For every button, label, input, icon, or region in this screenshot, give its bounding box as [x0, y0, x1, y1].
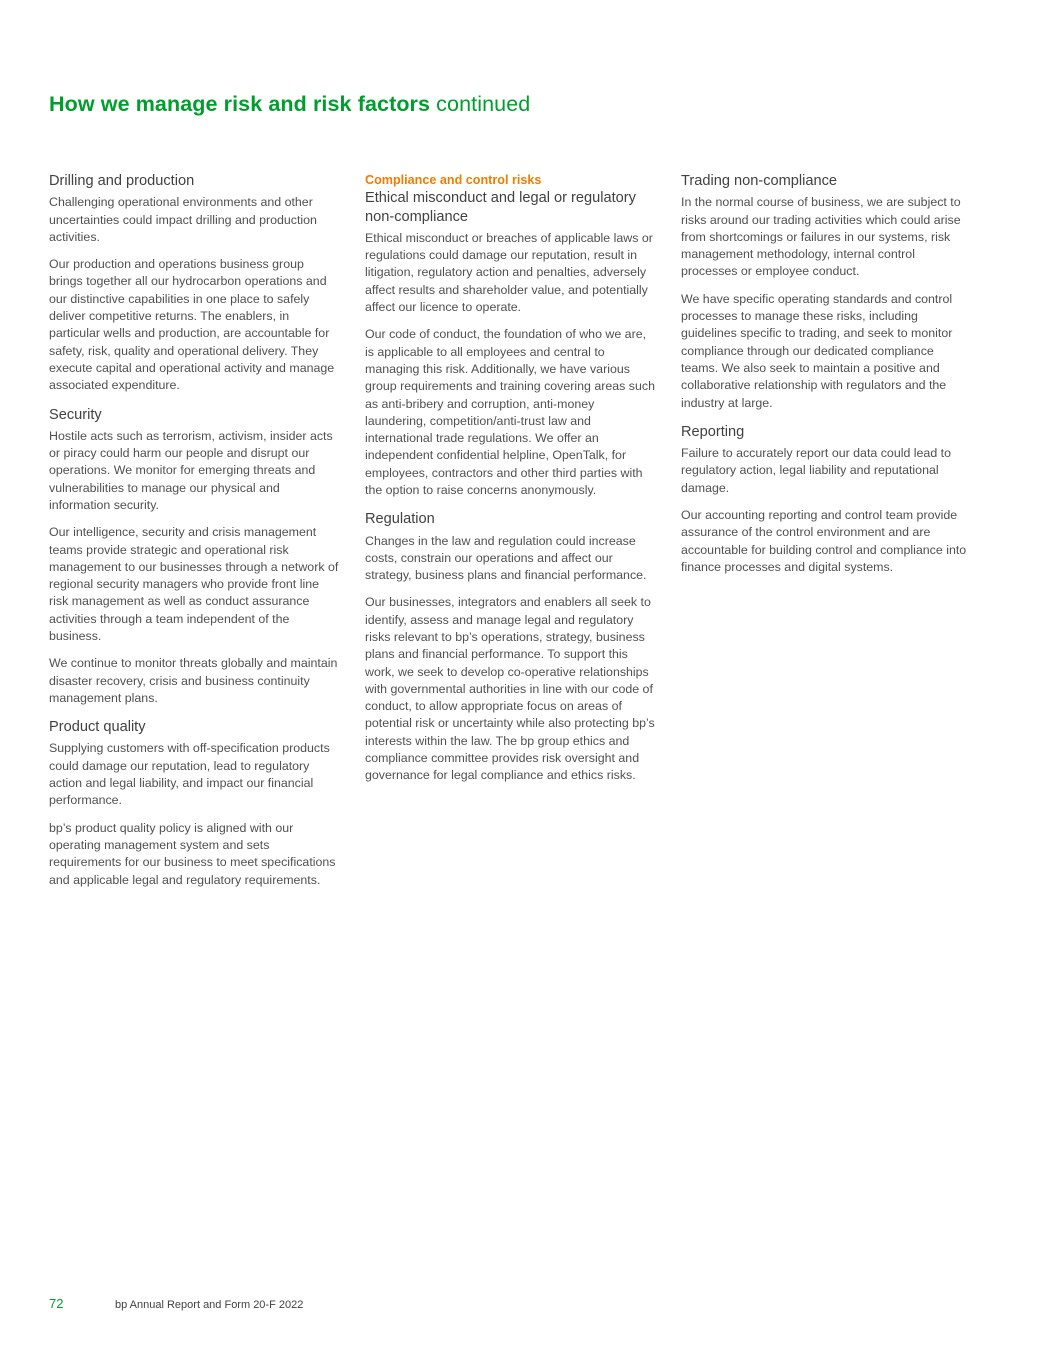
- column-1: [49, 172, 340, 899]
- column-3: [681, 172, 972, 899]
- footer-report-title: bp Annual Report and Form 20-F 2022: [115, 1299, 304, 1311]
- page-title-bold: How we manage risk and risk factors: [49, 92, 431, 116]
- paragraph: Challenging operational environments and other uncertainties could impact drilling and production activities.: [49, 195, 317, 244]
- paragraph: We have specific operating standards and control processes to manage these risks, including guidelines specific to trading, and seek to monitor compliance through our dedicated compliance teams. We also seek to maintain a positive and collaborative relationship with regulators and the industry at large.: [681, 291, 953, 410]
- paragraph: Ethical misconduct or breaches of applicable laws or regulations could damage our reputation, result in litigation, regulatory action and penalties, adversely affect results and shareholder value, and potentially affect our licence to operate.: [365, 230, 653, 315]
- paragraph: Our accounting reporting and control team provide assurance of the control environment and are accountable for building control and compliance into finance processes and digital systems.: [681, 507, 967, 574]
- paragraph: Failure to accurately report our data could lead to regulatory action, legal liability and reputational damage.: [681, 446, 951, 495]
- paragraph: Our code of conduct, the foundation of who we are, is applicable to all employees and central to managing this risk. Additionally, we have various group requirements and training covering areas such as anti-bribery and corruption, anti-money laundering, competition/anti-trust law and international trade regulations. We offer an independent confidential helpline, OpenTalk, for employees, contractors and other third parties with the option to raise concerns anonymously.: [365, 327, 655, 497]
- paragraph: Our intelligence, security and crisis management teams provide strategic and operational risk management to our businesses through a network of regional security managers who provide front line risk management as well as conduct assurance activities through a team independent of the business.: [49, 525, 339, 643]
- section-heading-reporting: Reporting: [681, 423, 745, 440]
- paragraph: Changes in the law and regulation could increase costs, constrain our operations and affect our strategy, business plans and financial performance.: [365, 533, 647, 583]
- paragraph: bp’s product quality policy is aligned with our operating management system and sets requirements for our business to meet specifications and applicable legal and regulatory requirements.: [49, 820, 336, 887]
- section-heading-drilling-and-production: Drilling and production: [49, 173, 195, 189]
- page-footer: [49, 1296, 303, 1311]
- section-heading-ethical-misconduct: Ethical misconduct and legal or regulatory non-compliance: [365, 190, 636, 225]
- footer-page-number: 72: [49, 1296, 64, 1311]
- paragraph: We continue to monitor threats globally and maintain disaster recovery, crisis and business continuity management plans.: [49, 656, 338, 705]
- page-title-continued: continued: [436, 92, 531, 116]
- section-heading-trading-non-compliance: Trading non-compliance: [681, 173, 838, 189]
- paragraph: Supplying customers with off-specification products could damage our reputation, lead to regulatory action and legal liability, and impact our financial performance.: [49, 741, 330, 808]
- risk-category-heading-compliance-and-control: Compliance and control risks: [365, 173, 542, 187]
- section-heading-product-quality: Product quality: [49, 719, 146, 736]
- paragraph: Our businesses, integrators and enablers all seek to identify, assess and manage legal and regulatory risks relevant to bp’s operations, strategy, business plans and financial performance. To support this work, we seek to develop co-operative relationships with governmental authorities in line with our code of conduct, to allow appropriate focus on areas of potential risk or uncertainty while also protecting bp’s interests within the law. The bp group ethics and compliance committee provides risk oversight and governance for legal compliance and ethics risks.: [365, 595, 655, 783]
- page-title: [49, 92, 530, 117]
- section-heading-regulation: Regulation: [365, 511, 435, 528]
- paragraph: In the normal course of business, we are subject to risks around our trading activities which could arise from shortcomings or failures in our systems, risk management methodology, internal control processes or employee conduct.: [681, 195, 961, 279]
- content-columns: [49, 172, 973, 899]
- paragraph: Our production and operations business group brings together all our hydrocarbon operations and our distinctive capabilities in one place to safely deliver competitive returns. The enablers, in particular wells and production, are accountable for safety, risk, quality and operational delivery. They execute capital and operational activity and manage associated expenditure.: [49, 257, 335, 393]
- section-heading-security: Security: [49, 406, 102, 423]
- column-2: [365, 172, 656, 899]
- paragraph: Hostile acts such as terrorism, activism, insider acts or piracy could harm our people and disrupt our operations. We monitor for emerging threats and vulnerabilities to manage our physical and information security.: [49, 428, 333, 512]
